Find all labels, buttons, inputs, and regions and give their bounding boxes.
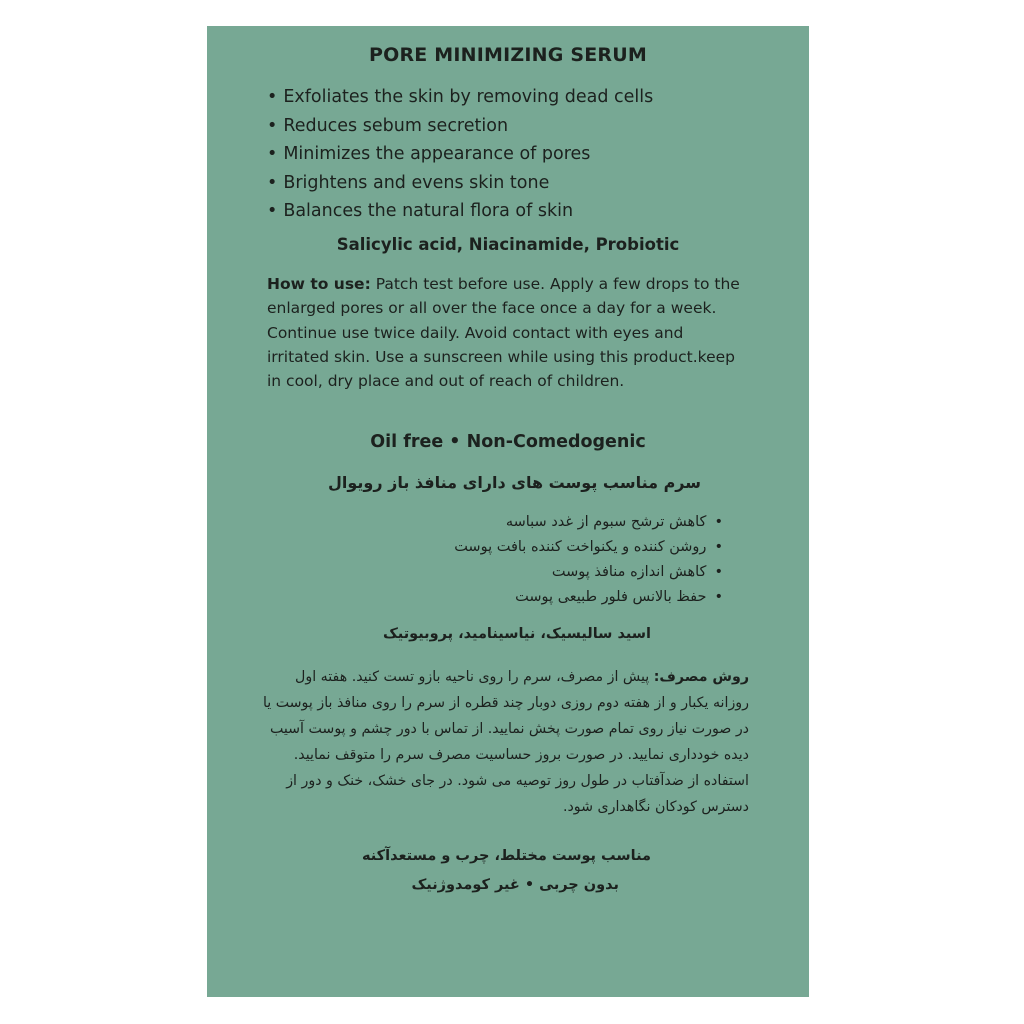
persian-claims-line: بدون چربی • غیر کومدوژنیک — [411, 877, 619, 893]
persian-benefit-item: • کاهش ترشح سبوم از غدد سباسه — [454, 510, 723, 535]
persian-benefits-list — [454, 510, 723, 610]
benefits-list — [267, 83, 653, 226]
persian-benefit-item: • روشن کننده و یکنواخت کننده بافت پوست — [454, 535, 723, 560]
how-to-use-text: Patch test before use. Apply a few drops to the enlarged pores or all over the face once a day for a week. Continue use twice daily. Avoid contact with eyes and irritated skin. Use a sunscreen while using this product.keep in cool, dry place and out of reach of children. — [267, 275, 740, 391]
persian-ingredients-line: اسید سالیسیک، نیاسینامید، پروبیوتیک — [382, 626, 651, 642]
persian-how-to-use-text: پیش از مصرف، سرم را روی ناحیه بازو تست کنید. هفته اول روزانه یکبار و از هفته دوم روزی دوبار چند قطره از سرم را روی منافذ باز پوست یا در صورت نیاز روی تمام صورت پخش نمایید. از تماس با دور چشم و پوست آسیب دیده خودداری نمایید. در صورت بروز حساسیت مصرف سرم را متوقف نمایید. استفاده از ضدآفتاب در طول روز توصیه می شود. در جای خشک، خنک و دور از دسترس کودکان نگاهداری شود. — [262, 669, 749, 815]
persian-benefit-item: • حفظ بالانس فلور طبیعی پوست — [454, 585, 723, 610]
product-title: PORE MINIMIZING SERUM — [368, 44, 647, 66]
benefit-item: • Brightens and evens skin tone — [267, 169, 653, 198]
persian-suitable-for-line: مناسب پوست مختلط، چرب و مستعدآکنه — [361, 848, 651, 864]
benefit-item: • Minimizes the appearance of pores — [267, 140, 653, 169]
persian-how-to-use-label: روش مصرف: — [653, 669, 749, 685]
benefit-item: • Exfoliates the skin by removing dead cells — [267, 83, 653, 112]
how-to-use-paragraph — [267, 272, 747, 393]
persian-benefit-item: • کاهش اندازه منافذ پوست — [454, 560, 723, 585]
ingredients-line: Salicylic acid, Niacinamide, Probiotic — [336, 235, 680, 254]
claims-line: Oil free • Non-Comedogenic — [370, 432, 646, 452]
benefit-item: • Balances the natural flora of skin — [267, 197, 653, 226]
how-to-use-label: How to use: — [267, 275, 371, 293]
persian-title: سرم مناسب پوست های دارای منافذ باز رویوال — [327, 473, 701, 492]
benefit-item: • Reduces sebum secretion — [267, 112, 653, 141]
serum-box-back-panel — [207, 26, 809, 997]
persian-how-to-use-paragraph — [259, 664, 749, 820]
